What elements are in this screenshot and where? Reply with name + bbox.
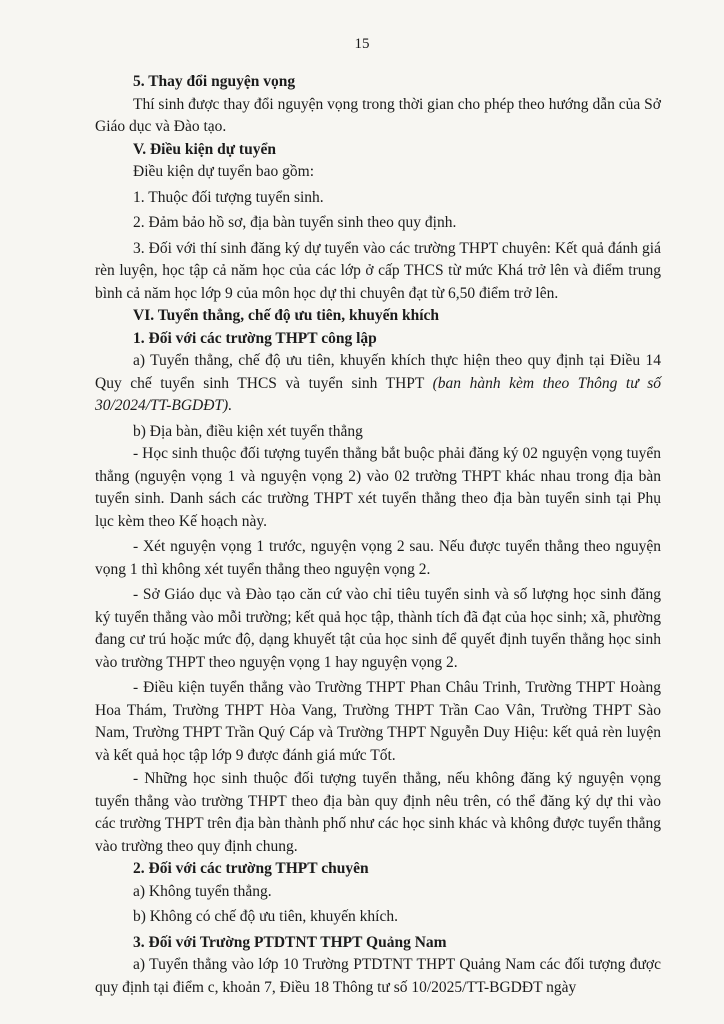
heading-specialized-schools: 2. Đối với các trường THPT chuyên — [133, 860, 369, 877]
paragraph-text: a) Tuyển thẳng, chế độ ưu tiên, khuyến khích thực hiện theo quy định tại Điều 14 Quy chế tuyển sinh THCS và tuyển sinh THPT — [95, 352, 661, 392]
paragraph: - Những học sinh thuộc đối tượng tuyển thẳng, nếu không đăng ký nguyện vọng tuyển thẳng vào trường THPT theo địa bàn quy định nêu trên, có thể đăng ký dự thi vào các trường THPT trên địa bàn thành phố như các học sinh khác và không được tuyển thẳng vào trường theo quy định chung. — [95, 770, 661, 855]
paragraph: Điều kiện dự tuyển bao gồm: — [133, 163, 315, 180]
paragraph: a) Tuyển thẳng vào lớp 10 Trường PTDTNT THPT Quảng Nam các đối tượng được quy định tại điểm c, khoản 7, Điều 18 Thông tư số 10/2025/TT-BGDĐT ngày — [95, 956, 661, 996]
heading-change-aspiration: 5. Thay đổi nguyện vọng — [133, 73, 296, 90]
heading-admission-conditions: V. Điều kiện dự tuyển — [133, 140, 276, 158]
paragraph-italic-note: (ban hành kèm theo Thông tư số 30/2024/TT-BGDĐT). — [95, 374, 661, 414]
list-item: 3. Đối với thí sinh đăng ký dự tuyển vào các trường THPT chuyên: Kết quả đánh giá rèn luyện, học tập cả năm học của các lớp ở cấp THCS từ mức Khá trở lên và điểm trung bình cả năm học lớp 9 của môn học dự thi chuyên đạt từ 6,50 điểm trở lên. — [95, 239, 661, 302]
document-body — [95, 71, 661, 999]
list-item: a) Không tuyển thẳng. — [133, 882, 272, 900]
heading-direct-admission: VI. Tuyển thẳng, chế độ ưu tiên, khuyến khích — [133, 307, 440, 324]
list-item: b) Không có chế độ ưu tiên, khuyến khích. — [133, 908, 398, 925]
paragraph: - Học sinh thuộc đối tượng tuyển thẳng bắt buộc phải đăng ký 02 nguyện vọng tuyển thẳng (nguyện vọng 1 và nguyện vọng 2) vào 02 trường THPT khác nhau trong địa bàn tuyển sinh. Danh sách các trường THPT xét tuyển thẳng theo địa bàn tuyển sinh tại Phụ lục kèm theo Kế hoạch này. — [95, 445, 661, 530]
list-item: 2. Đảm bảo hồ sơ, địa bàn tuyển sinh theo quy định. — [133, 214, 457, 231]
page-number: 15 — [354, 36, 370, 52]
paragraph: - Xét nguyện vọng 1 trước, nguyện vọng 2 sau. Nếu được tuyển thẳng theo nguyện vọng 1 thì không xét tuyển thẳng theo nguyện vọng 2. — [95, 538, 661, 578]
paragraph: Thí sinh được thay đổi nguyện vọng trong thời gian cho phép theo hướng dẫn của Sở Giáo dục và Đào tạo. — [95, 95, 661, 135]
paragraph — [95, 350, 661, 418]
heading-ethnic-boarding-school: 3. Đối với Trường PTDTNT THPT Quảng Nam — [133, 933, 447, 951]
paragraph: b) Địa bàn, điều kiện xét tuyển thẳng — [133, 422, 363, 440]
paragraph: - Sở Giáo dục và Đào tạo căn cứ vào chỉ tiêu tuyển sinh và số lượng học sinh đăng ký tuyển thẳng vào mỗi trường; kết quả học tập, thành tích đã đạt của học sinh; xã, phường đang cư trú hoặc mức độ, dạng khuyết tật của học sinh để quyết định tuyển thẳng học sinh vào trường THPT theo nguyện vọng 1 hay nguyện vọng 2. — [95, 586, 661, 671]
heading-public-schools: 1. Đối với các trường THPT công lập — [133, 329, 377, 347]
list-item: 1. Thuộc đối tượng tuyển sinh. — [133, 188, 324, 206]
paragraph: - Điều kiện tuyển thẳng vào Trường THPT Phan Châu Trinh, Trường THPT Hoàng Hoa Thám, Trường THPT Hòa Vang, Trường THPT Trần Cao Vân, Trường THPT Sào Nam, Trường THPT Trần Quý Cáp và Trường THPT Nguyễn Duy Hiệu: kết quả rèn luyện và kết quả học tập lớp 9 được đánh giá mức Tốt. — [95, 679, 661, 764]
